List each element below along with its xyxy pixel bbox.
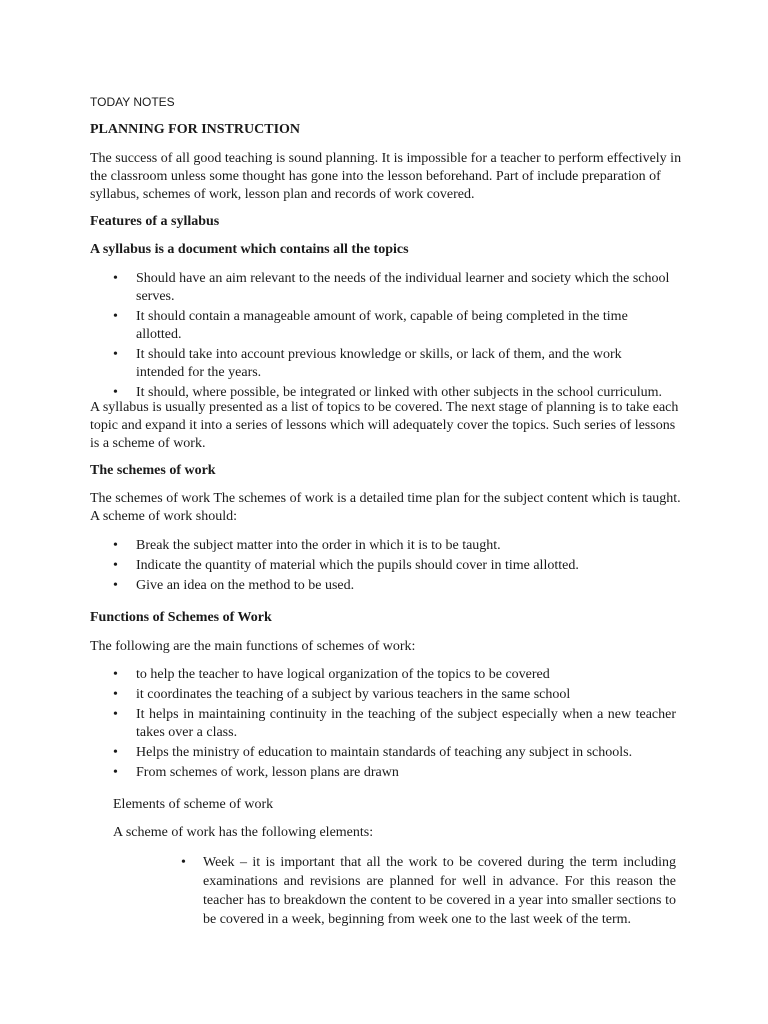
syllabus-features-list: [90, 270, 672, 402]
list-item: • Break the subject matter into the order in which it is to be taught.: [90, 537, 682, 555]
list-item: • From schemes of work, lesson plans are drawn: [90, 764, 676, 782]
list-item: • It should take into account previous knowledge or skills, or lack of them, and the work intended for the years.: [90, 346, 672, 382]
list-item: • Give an idea on the method to be used.: [90, 577, 682, 595]
list-item: • it coordinates the teaching of a subject by various teachers in the same school: [90, 686, 676, 704]
list-item: • to help the teacher to have logical organization of the topics to be covered: [90, 666, 676, 684]
functions-intro: The following are the main functions of schemes of work:: [90, 639, 416, 654]
today-notes-label: TODAY NOTES: [90, 95, 175, 109]
elements-list: [158, 853, 676, 929]
functions-heading: Functions of Schemes of Work: [90, 610, 272, 625]
list-item: • Helps the ministry of education to maintain standards of teaching any subject in schools.: [90, 744, 676, 762]
syllabus-heading: Features of a syllabus: [90, 214, 220, 229]
elements-heading: Elements of scheme of work: [113, 797, 274, 812]
elements-intro: A scheme of work has the following elements:: [113, 825, 374, 840]
list-item: • It should contain a manageable amount of work, capable of being completed in the time allotted.: [90, 308, 672, 344]
syllabus-subheading: A syllabus is a document which contains all the topics: [90, 242, 409, 257]
schemes-heading: The schemes of work: [90, 463, 216, 478]
list-item: • Week – it is important that all the work to be covered during the term including examinations and revisions are planned for well in advance. For this reason the teacher has to breakdown the content to be covered in a year into smaller sections to be covered in a week, beginning from week one to the last week of the term.: [158, 853, 676, 929]
list-item: • It helps in maintaining continuity in the teaching of the subject especially when a new teacher takes over a class.: [90, 706, 676, 742]
schemes-paragraph: The schemes of work The schemes of work is a detailed time plan for the subject content which is taught. A scheme of work should:: [90, 491, 681, 524]
syllabus-summary-paragraph: A syllabus is usually presented as a list of topics to be covered. The next stage of planning is to take each topic and expand it into a series of lessons which will adequately cover the topics. Such series of lessons is a scheme of work.: [90, 400, 679, 451]
schemes-list: [90, 537, 682, 595]
list-item: • Should have an aim relevant to the needs of the individual learner and society which the school serves.: [90, 270, 672, 306]
page-title: PLANNING FOR INSTRUCTION: [90, 122, 301, 137]
intro-paragraph: The success of all good teaching is sound planning. It is impossible for a teacher to perform effectively in the classroom unless some thought has gone into the lesson beforehand. Part of include preparation of syllabus, schemes of work, lesson plan and records of work covered.: [90, 151, 682, 202]
functions-list: [90, 666, 676, 782]
list-item: • Indicate the quantity of material which the pupils should cover in time allotted.: [90, 557, 682, 575]
list-item: • It should, where possible, be integrated or linked with other subjects in the school curriculum.: [90, 384, 672, 402]
